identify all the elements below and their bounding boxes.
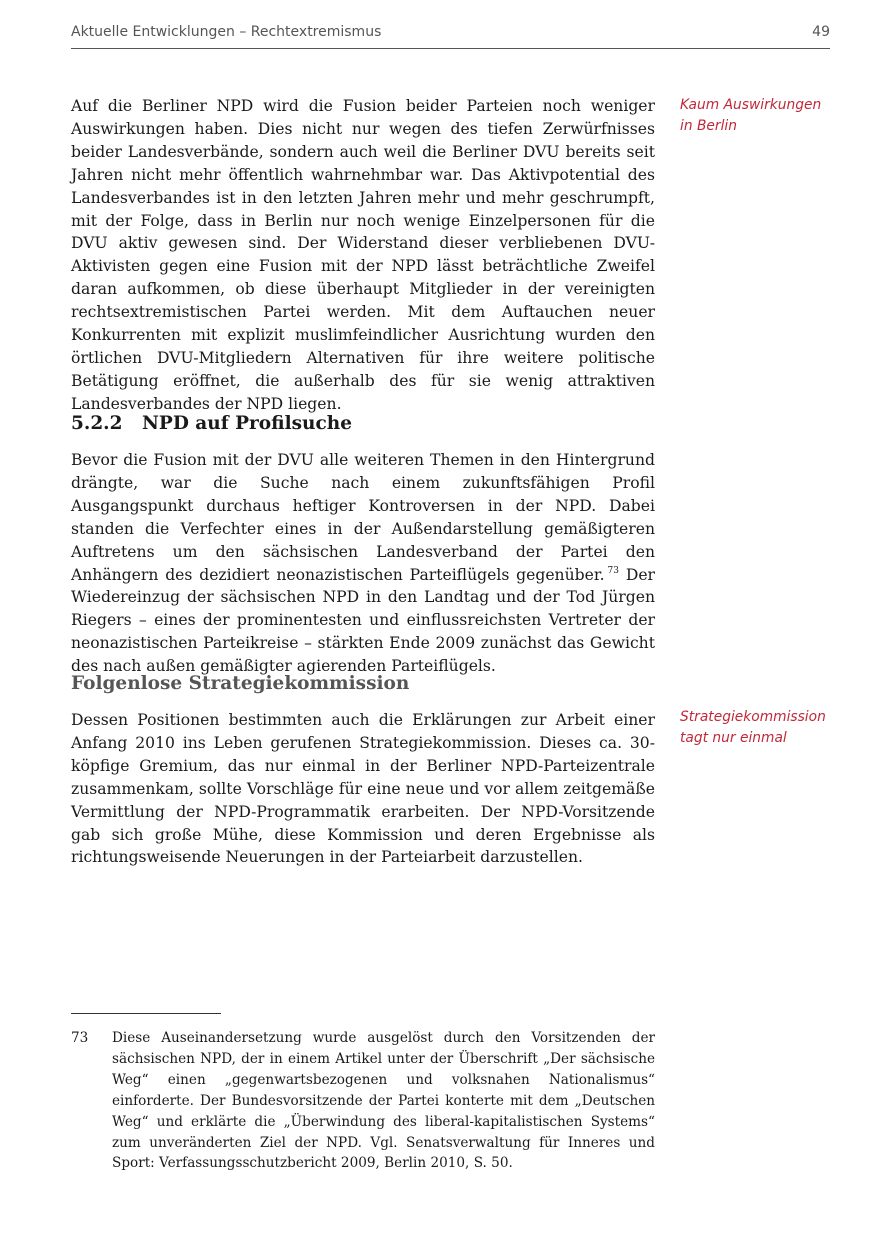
margin-note-strategy xyxy=(680,707,830,749)
footnote-number: 73 xyxy=(71,1030,89,1046)
margin-note-berlin xyxy=(680,95,830,137)
footnote-reference[interactable]: 73 xyxy=(607,566,619,577)
subheading-title: Folgenlose Strategiekommission xyxy=(71,673,410,694)
page-header xyxy=(71,24,830,49)
section-heading-522 xyxy=(71,412,655,436)
paragraph-text-part2: Der Wiedereinzug der sächsischen NPD in den Landtag und der Tod Jürgen Riegers – eines der prominentesten und einflussreichsten Vertreter der neonazistischen Parteikreise – stärkten Ende 2009 zunächst das Gewicht des nach außen gemäßigter agierenden Parteiflügels. xyxy=(71,565,655,676)
intro-section xyxy=(71,95,655,416)
strategy-section xyxy=(71,709,655,869)
margin-note-line: Kaum Auswirkungen xyxy=(680,97,822,113)
paragraph-text-part1: Bevor die Fusion mit der DVU alle weiteren Themen in den Hintergrund drängte, war die Suche nach einem zukunftsfähigen Profil Ausgangspunkt durchaus heftiger Kontroversen in der NPD. Dabei standen die Verfechter eines in der Außendarstellung gemäßigteren Auftretens um den sächsischen Landesverband der Partei den Anhängern des dezidiert neonazistischen Parteiflügels gegenüber. xyxy=(71,451,655,584)
footnote-divider xyxy=(71,1013,221,1014)
margin-note-line: in Berlin xyxy=(680,118,737,134)
section-title: NPD auf Profilsuche xyxy=(142,413,352,434)
margin-note-line: Strategiekommission xyxy=(680,709,826,725)
footnote xyxy=(71,1028,655,1174)
footnote-text: Diese Auseinandersetzung wurde ausgelöst durch den Vorsitzenden der sächsischen NPD, der in einem Artikel unter der Überschrift „Der sächsische Weg“ einen „gegenwartsbezogenen und volksnahen Nationalismus“ einforderte. Der Bundesvorsitzende der Partei konterte mit dem „Deutschen Weg“ und erklärte die „Überwindung des liberal-kapitalistischen Systems“ zum unveränderten Ziel der NPD. Vgl. Senatsverwaltung für Inneres und Sport: Verfassungsschutzbericht 2009, Berlin 2010, S. 50. xyxy=(112,1030,655,1172)
subheading-strategy xyxy=(71,672,655,696)
intro-paragraph: Auf die Berliner NPD wird die Fusion beider Parteien noch weniger Auswirkungen haben. Dies nicht nur wegen des tiefen Zerwürfnisses beider Landesverbände, sondern auch weil die Berliner DVU bereits seit Jahren nicht mehr öffentlich wahrnehmbar war. Das Aktivpotential des Landesverbandes ist in den letzten Jahren mehr und mehr geschrumpft, mit der Folge, dass in Berlin nur noch wenige Einzelpersonen für die DVU aktiv gewesen sind. Der Widerstand dieser verbliebenen DVU-Aktivisten gegen eine Fusion mit der NPD lässt beträchtliche Zweifel daran aufkommen, ob diese überhaupt Mitglieder in der vereinigten rechtsextremistischen Partei werden. Mit dem Auftauchen neuer Konkurrenten mit explizit muslimfeindlicher Ausrichtung wurden den örtlichen DVU-Mitgliedern Alternativen für ihre weitere politische Betätigung eröffnet, die außerhalb des für sie wenig attraktiven Landesverbandes der NPD liegen. xyxy=(71,97,655,413)
strategy-paragraph: Dessen Positionen bestimmten auch die Erklärungen zur Arbeit einer Anfang 2010 ins Leben gerufenen Strategiekommission. Dieses ca. 30-köpfige Gremium, das nur einmal in der Berliner NPD-Parteizentrale zusammenkam, sollte Vorschläge für eine neue und vor allem zeitgemäße Vermittlung der NPD-Programmatik erarbeiten. Der NPD-Vorsitzende gab sich große Mühe, diese Kommission und deren Ergebnisse als richtungsweisende Neuerungen in der Parteiarbeit darzustellen. xyxy=(71,711,655,867)
section-522-paragraph xyxy=(71,449,655,678)
section-number: 5.2.2 xyxy=(71,413,123,434)
section-522-body xyxy=(71,449,655,678)
margin-note-line: tagt nur einmal xyxy=(680,730,787,746)
running-title: Aktuelle Entwicklungen – Rechtextremismus xyxy=(71,24,382,40)
page-number: 49 xyxy=(812,24,830,40)
